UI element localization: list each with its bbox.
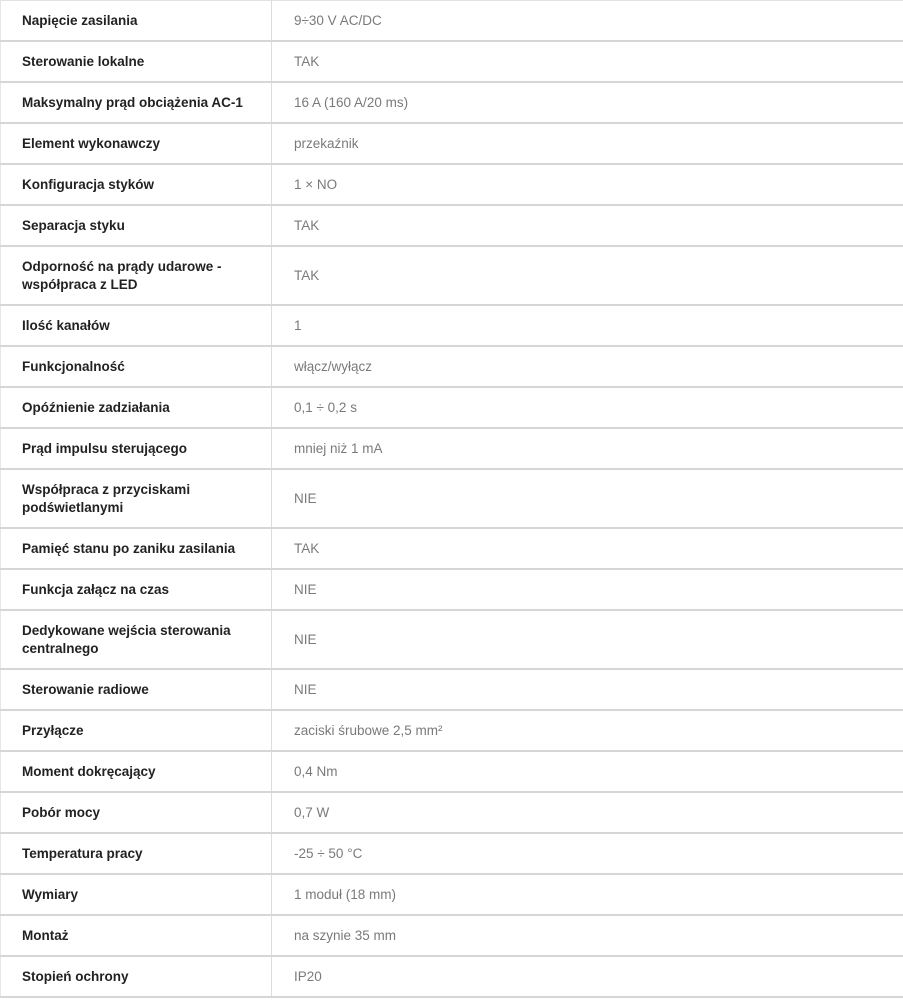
spec-value: NIE <box>272 469 903 528</box>
spec-row <box>1 874 903 915</box>
spec-row <box>1 164 903 205</box>
spec-label: Napięcie zasilania <box>1 1 272 42</box>
spec-row <box>1 123 903 164</box>
spec-value: NIE <box>272 669 903 710</box>
spec-row <box>1 569 903 610</box>
spec-value: TAK <box>272 41 903 82</box>
spec-label: Współpraca z przyciskami podświetlanymi <box>1 469 272 528</box>
spec-label: Separacja styku <box>1 205 272 246</box>
spec-label: Maksymalny prąd obciążenia AC-1 <box>1 82 272 123</box>
spec-value: 0,7 W <box>272 792 903 833</box>
spec-label: Ilość kanałów <box>1 305 272 346</box>
spec-row <box>1 792 903 833</box>
spec-row <box>1 82 903 123</box>
spec-label: Temperatura pracy <box>1 833 272 874</box>
spec-label: Funkcja załącz na czas <box>1 569 272 610</box>
spec-label: Pobór mocy <box>1 792 272 833</box>
spec-value: IP20 <box>272 956 903 997</box>
spec-row <box>1 469 903 528</box>
spec-value: przekaźnik <box>272 123 903 164</box>
spec-value: 9÷30 V AC/DC <box>272 1 903 42</box>
spec-value: NIE <box>272 569 903 610</box>
spec-label: Moment dokręcający <box>1 751 272 792</box>
spec-label: Sterowanie radiowe <box>1 669 272 710</box>
spec-row <box>1 833 903 874</box>
spec-value: 0,4 Nm <box>272 751 903 792</box>
spec-value: 16 A (160 A/20 ms) <box>272 82 903 123</box>
spec-label: Odporność na prądy udarowe - współpraca z LED <box>1 246 272 305</box>
spec-value: włącz/wyłącz <box>272 346 903 387</box>
spec-label: Konfiguracja styków <box>1 164 272 205</box>
spec-row <box>1 956 903 997</box>
spec-value: 1 <box>272 305 903 346</box>
spec-row <box>1 1 903 42</box>
spec-label: Funkcjonalność <box>1 346 272 387</box>
spec-row <box>1 305 903 346</box>
spec-label: Montaż <box>1 915 272 956</box>
spec-row <box>1 205 903 246</box>
spec-label: Opóźnienie zadziałania <box>1 387 272 428</box>
spec-label: Sterowanie lokalne <box>1 41 272 82</box>
spec-row <box>1 387 903 428</box>
spec-value: -25 ÷ 50 °C <box>272 833 903 874</box>
spec-row <box>1 610 903 669</box>
spec-row <box>1 751 903 792</box>
spec-label: Dedykowane wejścia sterowania centralnego <box>1 610 272 669</box>
spec-label: Stopień ochrony <box>1 956 272 997</box>
spec-value: TAK <box>272 246 903 305</box>
spec-row <box>1 528 903 569</box>
spec-label: Prąd impulsu sterującego <box>1 428 272 469</box>
spec-row <box>1 669 903 710</box>
spec-label: Pamięć stanu po zaniku zasilania <box>1 528 272 569</box>
spec-value: TAK <box>272 528 903 569</box>
spec-label: Przyłącze <box>1 710 272 751</box>
spec-value: TAK <box>272 205 903 246</box>
spec-row <box>1 246 903 305</box>
spec-value: 0,1 ÷ 0,2 s <box>272 387 903 428</box>
spec-value: na szynie 35 mm <box>272 915 903 956</box>
spec-label: Element wykonawczy <box>1 123 272 164</box>
spec-value: NIE <box>272 610 903 669</box>
spec-row <box>1 346 903 387</box>
spec-row <box>1 915 903 956</box>
spec-row <box>1 710 903 751</box>
spec-value: 1 × NO <box>272 164 903 205</box>
spec-value: zaciski śrubowe 2,5 mm² <box>272 710 903 751</box>
spec-label: Wymiary <box>1 874 272 915</box>
spec-row <box>1 41 903 82</box>
spec-value: 1 moduł (18 mm) <box>272 874 903 915</box>
spec-value: mniej niż 1 mA <box>272 428 903 469</box>
spec-row <box>1 428 903 469</box>
